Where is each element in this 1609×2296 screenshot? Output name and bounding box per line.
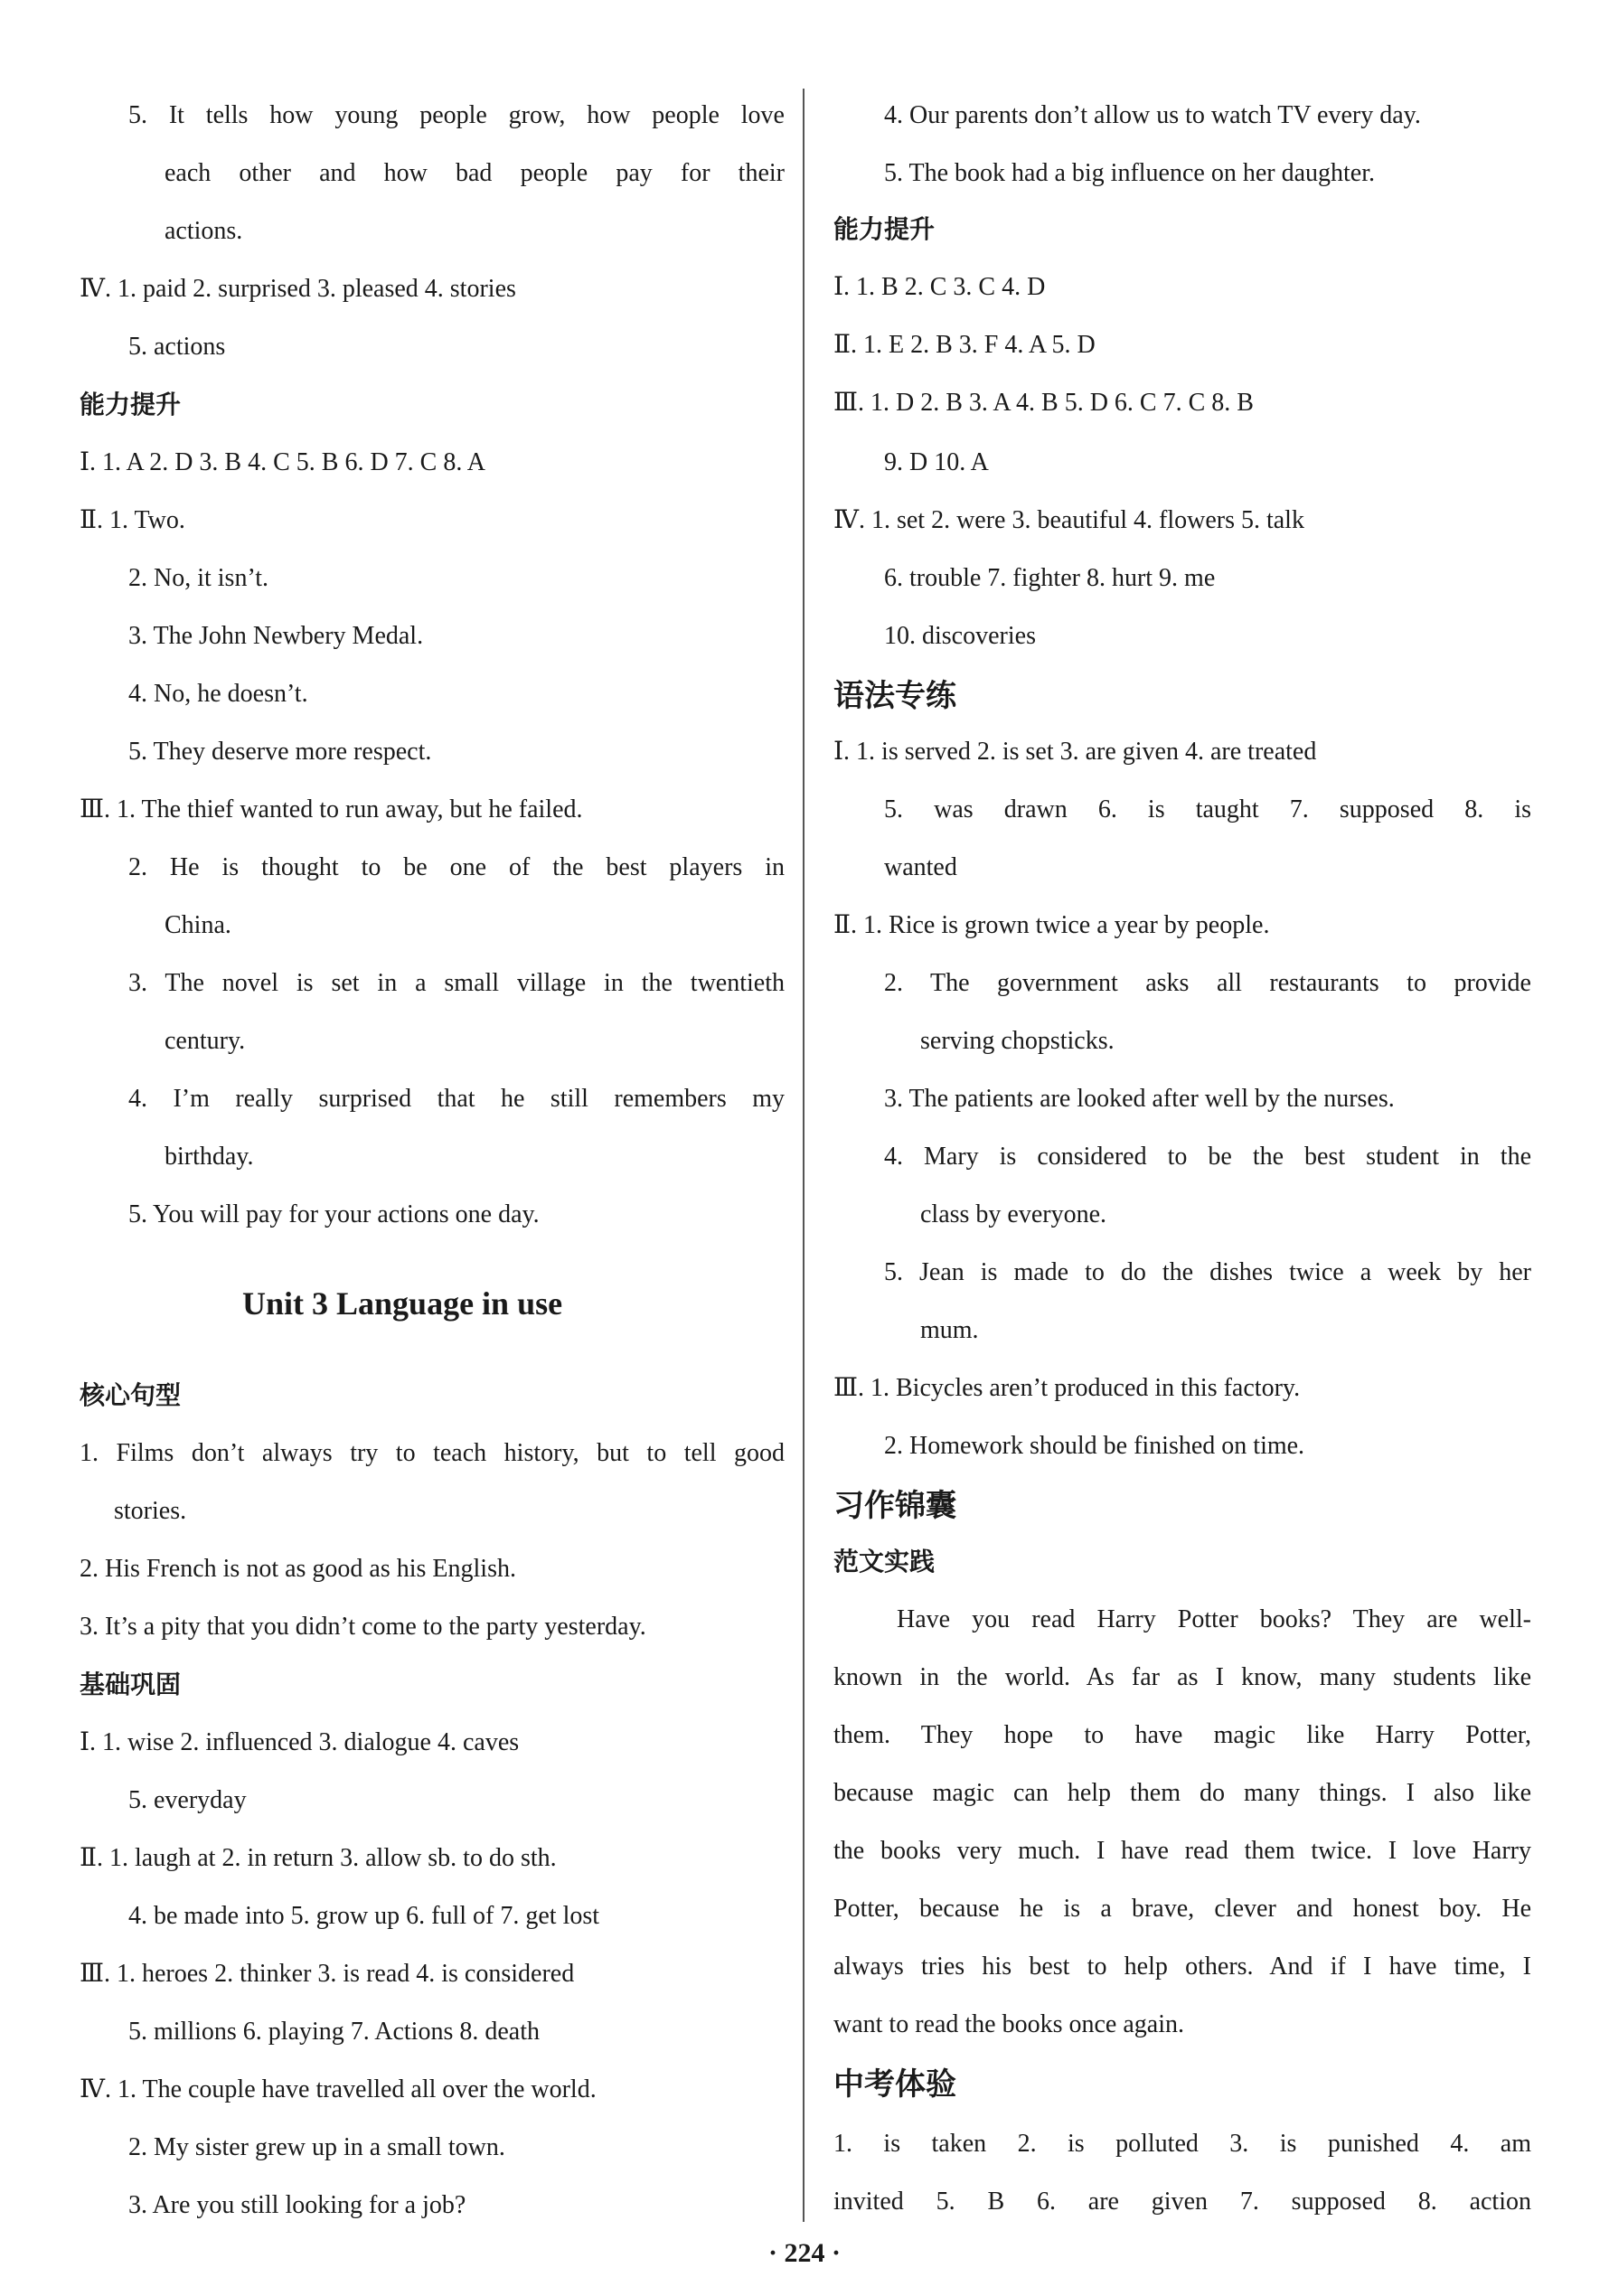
- unit-title: Unit 3 Language in use: [242, 1285, 563, 1322]
- text-line: stories.: [114, 1497, 187, 1525]
- text-line: 3. It’s a pity that you didn’t come to the party yesterday.: [80, 1613, 646, 1641]
- text-line: serving chopsticks.: [920, 1027, 1115, 1055]
- text-line: 3. The novel is set in a small village in the twentieth: [128, 969, 785, 997]
- text-line: 3. Are you still looking for a job?: [128, 2191, 466, 2219]
- text-line: 4. I’m really surprised that he still remembers my: [128, 1085, 785, 1113]
- text-line: Ⅳ. 1. paid 2. surprised 3. pleased 4. stories: [80, 275, 516, 303]
- text-line: 2. His French is not as good as his English.: [80, 1555, 516, 1583]
- text-line: 6. trouble 7. fighter 8. hurt 9. me: [884, 564, 1216, 592]
- text-line: Ⅰ. 1. A 2. D 3. B 4. C 5. B 6. D 7. C 8. A: [80, 448, 486, 476]
- text-line: 5. Jean is made to do the dishes twice a week by her: [884, 1258, 1531, 1286]
- text-line: 2. The government asks all restaurants to provide: [884, 969, 1531, 997]
- essay-line: Have you read Harry Potter books? They are well-: [897, 1605, 1531, 1633]
- text-line: Ⅰ. 1. B 2. C 3. C 4. D: [833, 273, 1046, 301]
- text-line: 4. Mary is considered to be the best student in the: [884, 1143, 1531, 1171]
- text-line: 5. The book had a big influence on her daughter.: [884, 159, 1375, 187]
- text-line: Ⅰ. 1. is served 2. is set 3. are given 4. are treated: [833, 738, 1317, 766]
- text-line: Ⅲ. 1. D 2. B 3. A 4. B 5. D 6. C 7. C 8. B: [833, 389, 1254, 417]
- column-divider: [803, 89, 804, 2222]
- text-line: 2. He is thought to be one of the best players in: [128, 853, 785, 881]
- text-line: 5. was drawn 6. is taught 7. supposed 8. is: [884, 795, 1531, 823]
- text-line: 2. No, it isn’t.: [128, 564, 269, 592]
- text-line: Ⅲ. 1. The thief wanted to run away, but he failed.: [80, 795, 583, 823]
- text-line: actions.: [165, 217, 243, 245]
- text-line: Ⅱ. 1. E 2. B 3. F 4. A 5. D: [833, 331, 1096, 359]
- text-line: Ⅳ. 1. The couple have travelled all over the world.: [80, 2075, 597, 2103]
- text-line: 3. The John Newbery Medal.: [128, 622, 424, 650]
- text-line: 5. everyday: [128, 1786, 247, 1814]
- text-line: 3. The patients are looked after well by the nurses.: [884, 1085, 1395, 1113]
- text-line: 4. Our parents don’t allow us to watch TV every day.: [884, 101, 1421, 129]
- section-heading: 核心句型: [80, 1380, 182, 1410]
- text-line: 4. No, he doesn’t.: [128, 680, 308, 708]
- text-line: each other and how bad people pay for their: [165, 159, 785, 187]
- text-line: Ⅲ. 1. heroes 2. thinker 3. is read 4. is considered: [80, 1960, 575, 1988]
- text-line: 5. They deserve more respect.: [128, 738, 432, 766]
- section-heading: 语法专练: [833, 678, 956, 714]
- text-line: 9. D 10. A: [884, 448, 989, 476]
- text-line: 2. My sister grew up in a small town.: [128, 2133, 505, 2161]
- text-line: Ⅱ. 1. laugh at 2. in return 3. allow sb. to do sth.: [80, 1844, 557, 1872]
- page-number: · 224 ·: [767, 2238, 841, 2268]
- section-heading: 基础巩固: [80, 1670, 182, 1699]
- text-line: 5. It tells how young people grow, how people love: [128, 101, 785, 129]
- text-line: Ⅲ. 1. Bicycles aren’t produced in this factory.: [833, 1374, 1301, 1402]
- text-line: mum.: [920, 1316, 979, 1344]
- text-line: invited 5. B 6. are given 7. supposed 8. action: [833, 2188, 1531, 2216]
- text-line: birthday.: [165, 1143, 254, 1171]
- text-line: 4. be made into 5. grow up 6. full of 7. get lost: [128, 1902, 600, 1930]
- section-heading: 习作锦囊: [833, 1488, 956, 1524]
- essay-line: Potter, because he is a brave, clever and honest boy. He: [833, 1895, 1531, 1923]
- text-line: Ⅱ. 1. Two.: [80, 506, 185, 534]
- text-line: century.: [165, 1027, 246, 1055]
- text-line: Ⅱ. 1. Rice is grown twice a year by people.: [833, 911, 1270, 939]
- section-heading: 能力提升: [833, 214, 936, 244]
- subsection-heading: 范文实践: [833, 1547, 936, 1576]
- text-line: 10. discoveries: [884, 622, 1036, 650]
- text-line: 5. You will pay for your actions one day.: [128, 1200, 540, 1228]
- essay-line: the books very much. I have read them twice. I love Harry: [833, 1837, 1531, 1865]
- text-line: China.: [165, 911, 231, 939]
- section-heading: 中考体验: [833, 2066, 956, 2103]
- text-line: 2. Homework should be finished on time.: [884, 1432, 1305, 1460]
- text-line: 5. millions 6. playing 7. Actions 8. death: [128, 2018, 540, 2046]
- essay-line: known in the world. As far as I know, many students like: [833, 1663, 1531, 1691]
- essay-line: because magic can help them do many things. I also like: [833, 1779, 1531, 1807]
- essay-line: want to read the books once again.: [833, 2010, 1184, 2038]
- text-line: 5. actions: [128, 333, 226, 361]
- section-heading: 能力提升: [80, 390, 182, 419]
- essay-line: them. They hope to have magic like Harry Potter,: [833, 1721, 1531, 1749]
- text-line: Ⅰ. 1. wise 2. influenced 3. dialogue 4. caves: [80, 1728, 520, 1756]
- text-line: class by everyone.: [920, 1200, 1107, 1228]
- text-line: 1. Films don’t always try to teach history, but to tell good: [80, 1439, 785, 1467]
- text-line: 1. is taken 2. is polluted 3. is punished 4. am: [833, 2130, 1531, 2158]
- essay-line: always tries his best to help others. And if I have time, I: [833, 1953, 1531, 1981]
- text-line: Ⅳ. 1. set 2. were 3. beautiful 4. flowers 5. talk: [833, 506, 1304, 534]
- text-line: wanted: [884, 853, 957, 881]
